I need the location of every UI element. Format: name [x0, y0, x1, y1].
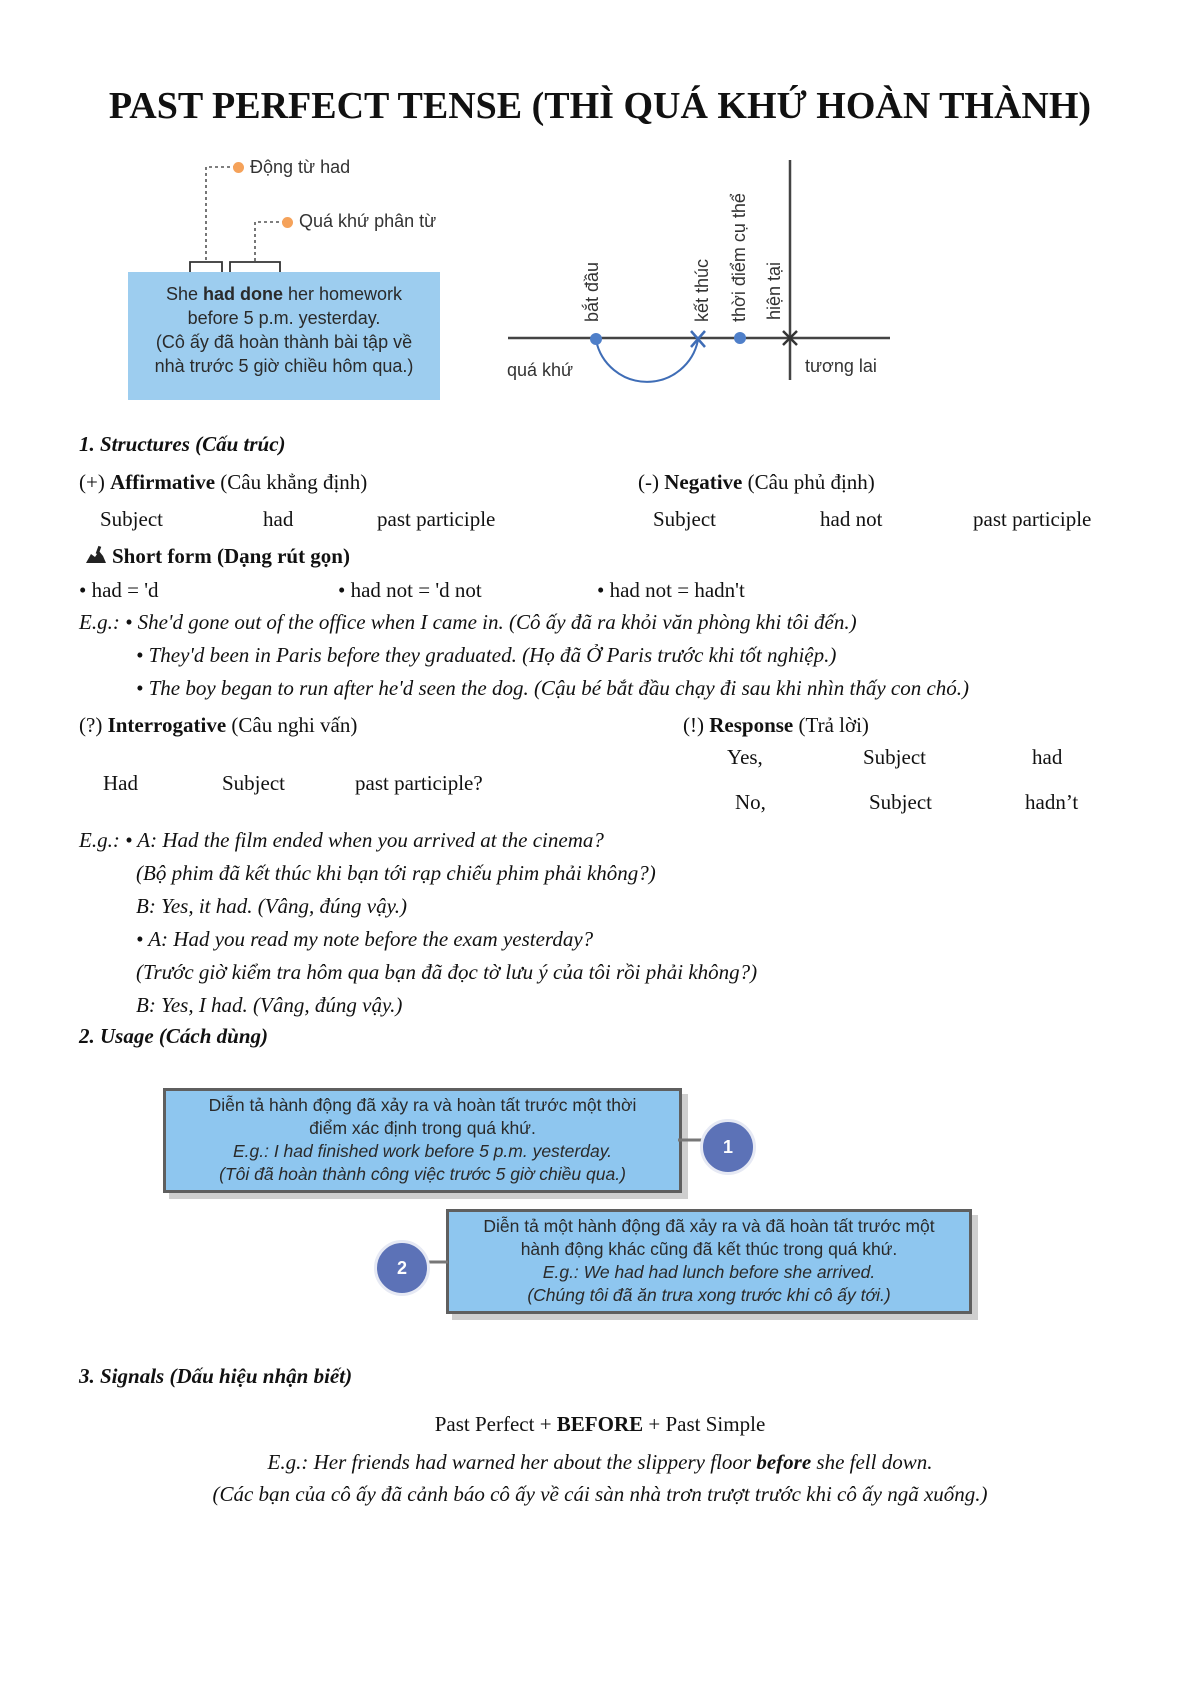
affirmative-label: (+) Affirmative (Câu khẳng định): [79, 470, 368, 494]
aff-had: had: [263, 507, 294, 531]
short-form-heading: Short form (Dạng rút gọn): [84, 544, 350, 569]
q-example-1: E.g.: • A: Had the film ended when you arrived at the cinema?: [79, 828, 604, 852]
signal-example-vi: (Các bạn của cô ấy đã cảnh báo cô ấy về cái sàn nhà trơn trượt trước khi cô ấy ngã xuống.): [212, 1482, 988, 1506]
label-present: hiện tại: [764, 261, 784, 320]
resp-no-hadnt: hadn’t: [1025, 790, 1079, 814]
label-specific-point: thời điểm cụ thể: [729, 193, 749, 322]
neg-subject: Subject: [653, 507, 716, 531]
example-3: • The boy began to run after he'd seen the dog. (Cậu bé bắt đầu chạy đi sau khi nhìn thấy con chó.): [136, 676, 970, 700]
example-line-3: (Cô ấy đã hoàn thành bài tập về: [155, 332, 413, 352]
usage-2-example: E.g.: We had had lunch before she arrived.: [542, 1262, 876, 1282]
usage-1-example-vi: (Tôi đã hoàn thành công việc trước 5 giờ chiều qua.): [219, 1164, 626, 1184]
negative-label: (-) Negative (Câu phủ định): [638, 470, 875, 494]
resp-yes-had: had: [1032, 745, 1063, 769]
example-line-2: before 5 p.m. yesterday.: [187, 308, 381, 328]
label-had: Động từ had: [250, 157, 351, 177]
q-example-2-answer: B: Yes, I had. (Vâng, đúng vậy.): [136, 993, 403, 1017]
page-title: PAST PERFECT TENSE (THÌ QUÁ KHỨ HOÀN THÀNH): [108, 85, 1092, 127]
response-label: (!) Response (Trả lời): [683, 713, 869, 737]
example-line-1: She had done her homework: [165, 284, 403, 304]
signal-formula: Past Perfect + BEFORE + Past Simple: [434, 1412, 766, 1436]
signals-heading: 3. Signals (Dấu hiệu nhận biết): [79, 1364, 353, 1388]
q-example-2-vi: (Trước giờ kiểm tra hôm qua bạn đã đọc tờ lưu ý của tôi rồi phải không?): [136, 960, 758, 984]
q-example-1-vi: (Bộ phim đã kết thúc khi bạn tới rạp chiếu phim phải không?): [136, 861, 656, 885]
usage-box-1: [163, 1088, 682, 1193]
usage-2-line-2: hành động khác cũng đã kết thúc trong quá khứ.: [520, 1239, 898, 1259]
aff-subject: Subject: [100, 507, 163, 531]
short-form-2: • had not = 'd not: [338, 578, 482, 602]
q-example-2: • A: Had you read my note before the exam yesterday?: [136, 927, 594, 951]
int-had: Had: [103, 771, 138, 795]
usage-1-line-1: Diễn tả hành động đã xảy ra và hoàn tất trước một thời: [208, 1095, 637, 1115]
pp-dot: [282, 217, 293, 228]
usage-1-line-2: điểm xác định trong quá khứ.: [309, 1118, 536, 1138]
resp-yes: Yes,: [727, 745, 763, 769]
usage-1-number: 1: [700, 1119, 756, 1175]
example-2: • They'd been in Paris before they graduated. (Họ đã Ở Paris trước khi tốt nghiệp.): [136, 643, 837, 667]
label-past-participle: Quá khứ phân từ: [299, 211, 437, 231]
label-start: bắt đầu: [582, 261, 602, 322]
short-form-3: • had not = hadn't: [597, 578, 745, 602]
int-subject: Subject: [222, 771, 285, 795]
neg-past-participle: past participle: [973, 507, 1092, 531]
usage-2-number: 2: [374, 1240, 430, 1296]
signal-example: E.g.: Her friends had warned her about the slippery floor before she fell down.: [267, 1450, 933, 1474]
resp-yes-subject: Subject: [863, 745, 926, 769]
resp-no-subject: Subject: [869, 790, 932, 814]
example-box: [128, 272, 440, 400]
usage-heading: 2. Usage (Cách dùng): [79, 1024, 269, 1048]
label-past: quá khứ: [507, 360, 574, 380]
pen-hand-icon: [84, 545, 108, 565]
structures-heading: 1. Structures (Cấu trúc): [79, 432, 286, 456]
neg-had-not: had not: [820, 507, 883, 531]
q-example-1-answer: B: Yes, it had. (Vâng, đúng vậy.): [136, 894, 408, 918]
example-line-4: nhà trước 5 giờ chiều hôm qua.): [154, 356, 414, 376]
usage-1-example: E.g.: I had finished work before 5 p.m. yesterday.: [232, 1141, 613, 1161]
usage-2-example-vi: (Chúng tôi đã ăn trưa xong trước khi cô ấy tới.): [527, 1285, 891, 1305]
had-dot: [233, 162, 244, 173]
usage-2-line-1: Diễn tả một hành động đã xảy ra và đã hoàn tất trước một: [483, 1216, 935, 1236]
short-form-1: • had = 'd: [79, 578, 159, 602]
resp-no: No,: [735, 790, 766, 814]
label-future: tương lai: [805, 356, 877, 376]
interrogative-label: (?) Interrogative (Câu nghi vấn): [79, 713, 358, 737]
example-1: E.g.: • She'd gone out of the office when I came in. (Cô ấy đã ra khỏi văn phòng khi tôi đến.): [79, 610, 857, 634]
label-end: kết thúc: [692, 258, 712, 322]
aff-past-participle: past participle: [377, 507, 496, 531]
int-past-participle: past participle?: [355, 771, 483, 795]
usage-box-2: [446, 1209, 972, 1314]
